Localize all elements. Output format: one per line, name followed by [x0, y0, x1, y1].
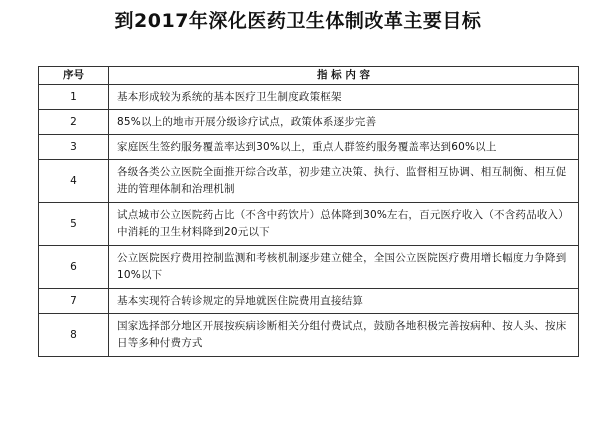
targets-table	[38, 66, 579, 357]
row-content: 公立医院医疗费用控制监测和考核机制逐步建立健全，全国公立医院医疗费用增长幅度力争降到10%以下	[109, 246, 579, 289]
table-row	[39, 135, 579, 160]
row-number: 2	[39, 110, 109, 135]
table-row	[39, 85, 579, 110]
row-number: 4	[39, 160, 109, 203]
table-header-row	[39, 67, 579, 85]
table-row	[39, 160, 579, 203]
document-title: 到2017年深化医药卫生体制改革主要目标	[114, 10, 482, 32]
row-content: 家庭医生签约服务覆盖率达到30%以上，重点人群签约服务覆盖率达到60%以上	[109, 135, 579, 160]
table-row	[39, 110, 579, 135]
table-row	[39, 203, 579, 246]
row-content: 85%以上的地市开展分级诊疗试点，政策体系逐步完善	[109, 110, 579, 135]
row-content: 基本实现符合转诊规定的异地就医住院费用直接结算	[109, 289, 579, 314]
row-number: 1	[39, 85, 109, 110]
table-row	[39, 289, 579, 314]
row-content: 国家选择部分地区开展按疾病诊断相关分组付费试点，鼓励各地积极完善按病种、按人头、按床日等多种付费方式	[109, 314, 579, 357]
row-content: 基本形成较为系统的基本医疗卫生制度政策框架	[109, 85, 579, 110]
row-number: 7	[39, 289, 109, 314]
table-row	[39, 314, 579, 357]
row-content: 各级各类公立医院全面推开综合改革，初步建立决策、执行、监督相互协调、相互制衡、相互促进的管理体制和治理机制	[109, 160, 579, 203]
row-content: 试点城市公立医院药占比（不含中药饮片）总体降到30%左右，百元医疗收入（不含药品收入）中消耗的卫生材料降到20元以下	[109, 203, 579, 246]
row-number: 6	[39, 246, 109, 289]
row-number: 8	[39, 314, 109, 357]
header-no: 序号	[39, 67, 109, 85]
header-content: 指 标 内 容	[109, 67, 579, 85]
row-number: 5	[39, 203, 109, 246]
row-number: 3	[39, 135, 109, 160]
table-row	[39, 246, 579, 289]
